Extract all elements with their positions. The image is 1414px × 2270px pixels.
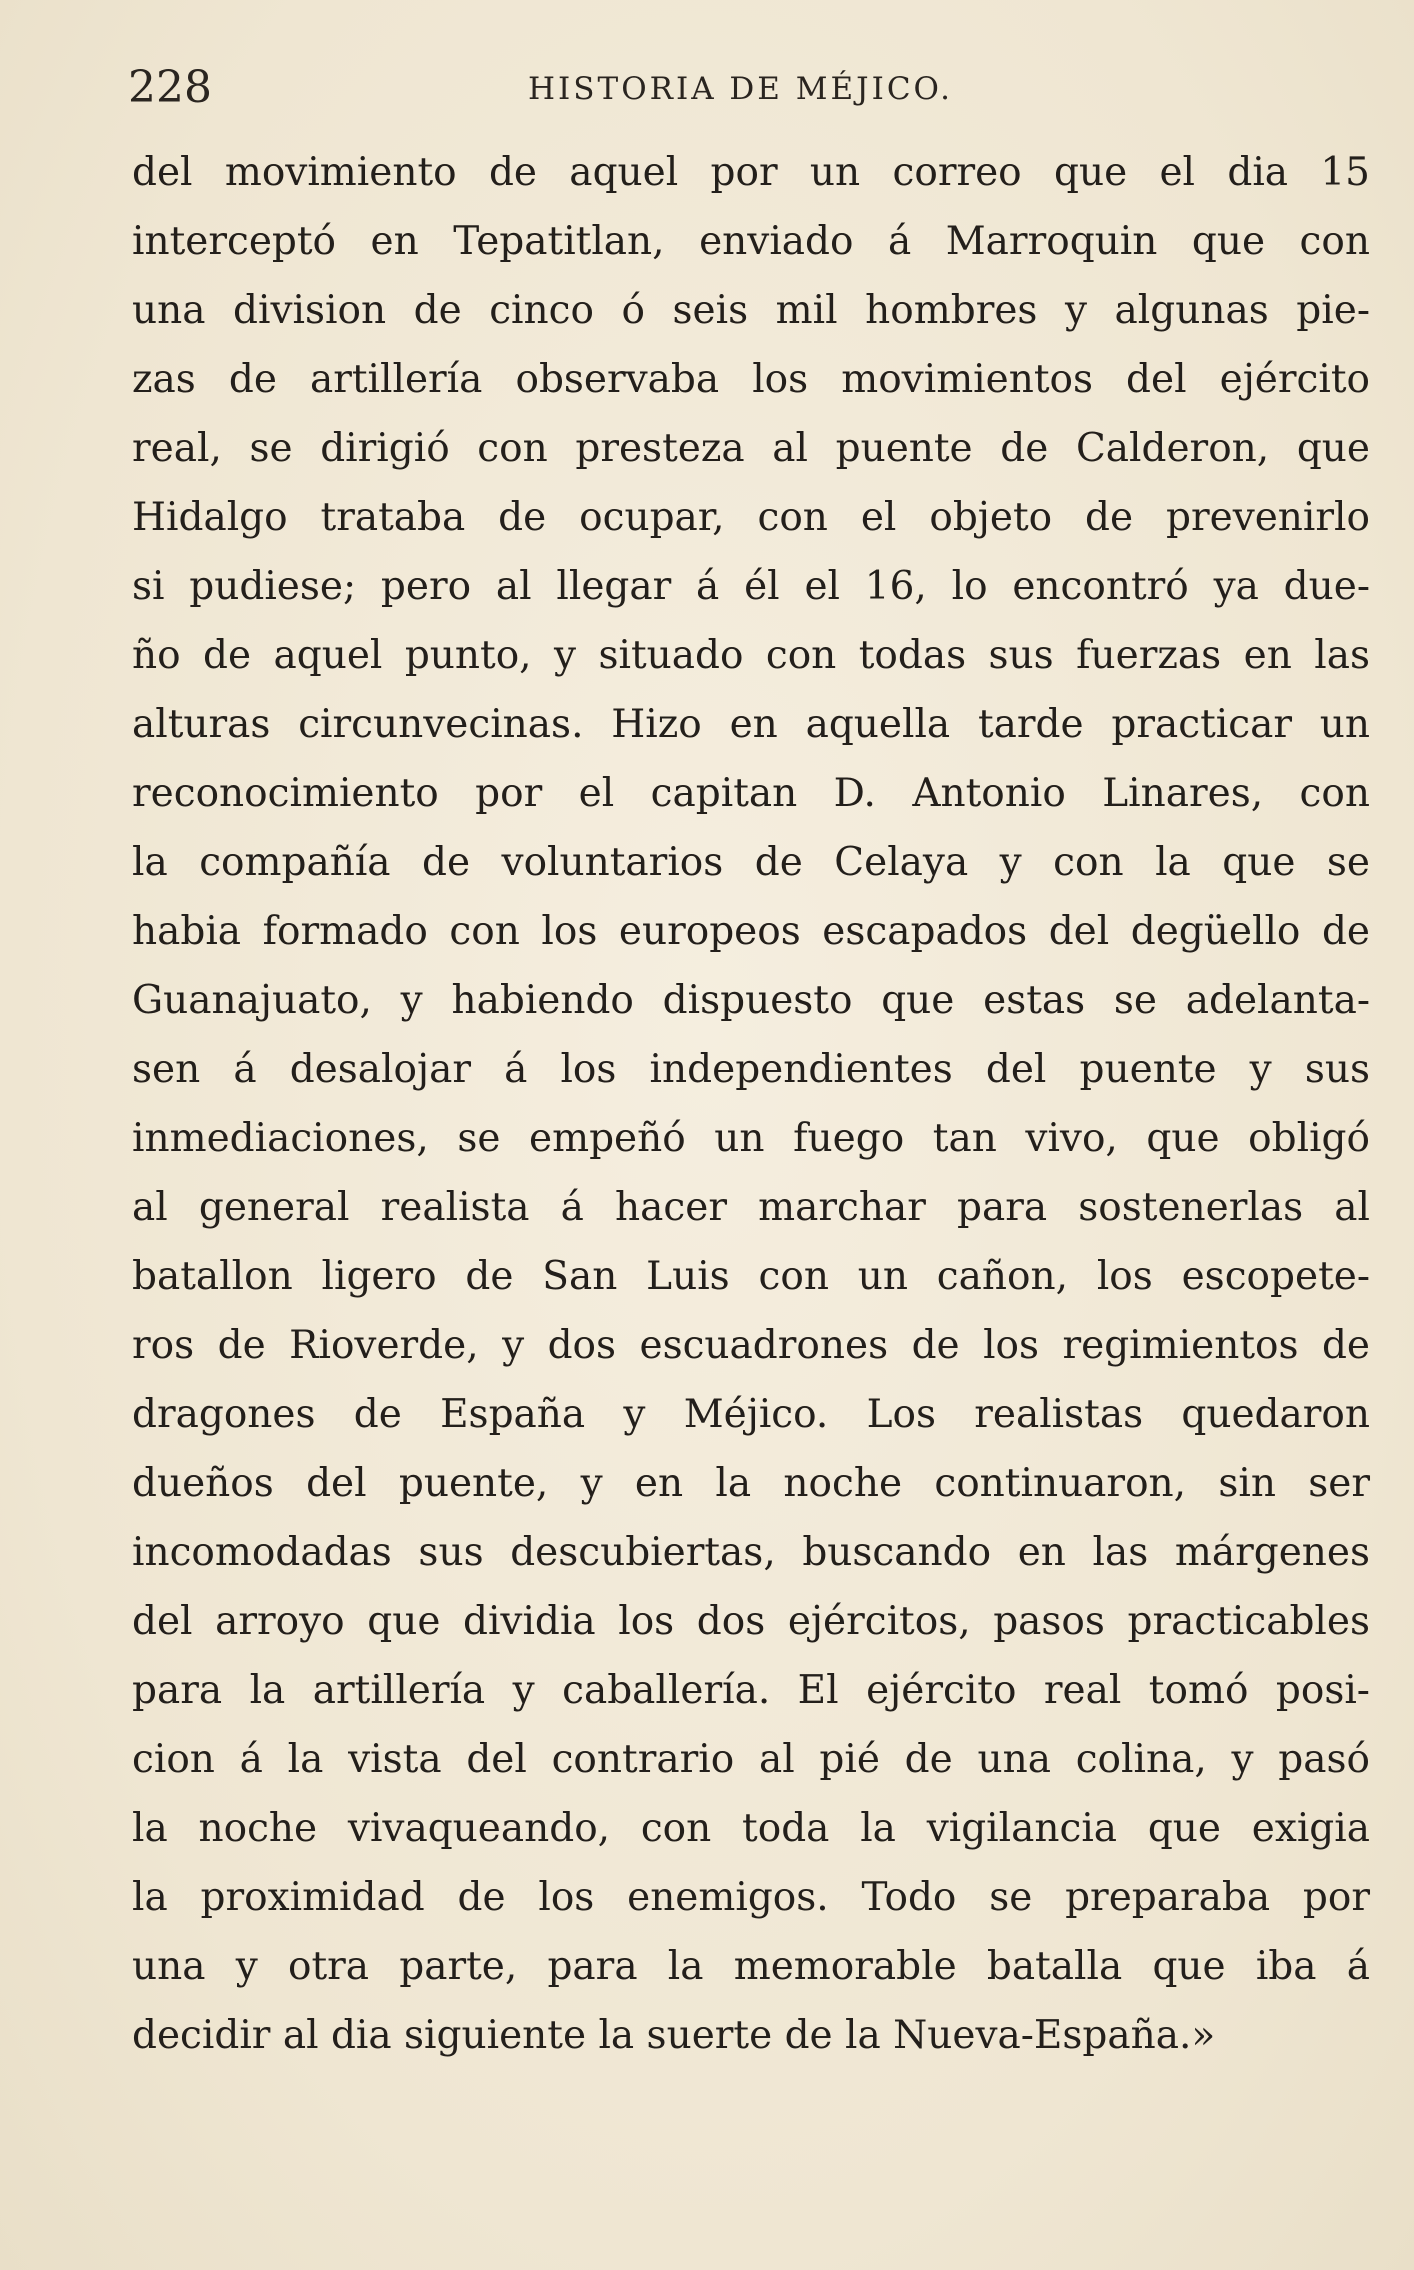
text-line: batallon ligero de San Luis con un cañon, los escopete-: [132, 1254, 1370, 1299]
text-line: decidir al dia siguiente la suerte de la Nueva-España.»: [132, 2013, 1216, 2058]
text-line: si pudiese; pero al llegar á él el 16, lo encontró ya due-: [132, 564, 1370, 609]
text-line: la compañía de voluntarios de Celaya y con la que se: [132, 840, 1370, 885]
text-line: reconocimiento por el capitan D. Antonio Linares, con: [132, 771, 1370, 816]
text-line: ño de aquel punto, y situado con todas sus fuerzas en las: [132, 633, 1370, 678]
text-line: la proximidad de los enemigos. Todo se preparaba por: [132, 1875, 1370, 1920]
text-line: sen á desalojar á los independientes del puente y sus: [132, 1047, 1370, 1092]
text-line: para la artillería y caballería. El ejército real tomó posi-: [132, 1668, 1370, 1713]
text-line: una y otra parte, para la memorable batalla que iba á: [132, 1944, 1370, 1989]
text-line: dragones de España y Méjico. Los realistas quedaron: [132, 1392, 1370, 1437]
page-number: 228: [128, 62, 212, 113]
text-line: real, se dirigió con presteza al puente de Calderon, que: [132, 426, 1370, 471]
text-line: la noche vivaqueando, con toda la vigilancia que exigia: [132, 1806, 1370, 1851]
text-line: Guanajuato, y habiendo dispuesto que estas se adelanta-: [132, 978, 1370, 1023]
text-line: inmediaciones, se empeñó un fuego tan vivo, que obligó: [132, 1116, 1370, 1161]
text-line: una division de cinco ó seis mil hombres y algunas pie-: [132, 288, 1370, 333]
running-head: [128, 58, 1373, 118]
running-title: HISTORIA DE MÉJICO.: [528, 71, 953, 107]
body-text: [132, 138, 1370, 2070]
text-line: zas de artillería observaba los movimientos del ejército: [132, 357, 1370, 402]
text-line: ros de Rioverde, y dos escuadrones de los regimientos de: [132, 1323, 1370, 1368]
text-line: habia formado con los europeos escapados del degüello de: [132, 909, 1370, 954]
text-line: Hidalgo trataba de ocupar, con el objeto de prevenirlo: [132, 495, 1370, 540]
text-line: alturas circunvecinas. Hizo en aquella tarde practicar un: [132, 702, 1370, 747]
text-line: al general realista á hacer marchar para sostenerlas al: [132, 1185, 1370, 1230]
text-line: cion á la vista del contrario al pié de una colina, y pasó: [132, 1737, 1370, 1782]
text-line: del movimiento de aquel por un correo que el dia 15: [132, 150, 1370, 195]
text-line: interceptó en Tepatitlan, enviado á Marroquin que con: [132, 219, 1370, 264]
text-line: dueños del puente, y en la noche continuaron, sin ser: [132, 1461, 1370, 1506]
text-line: del arroyo que dividia los dos ejércitos, pasos practicables: [132, 1599, 1370, 1644]
text-line: incomodadas sus descubiertas, buscando en las márgenes: [132, 1530, 1370, 1575]
